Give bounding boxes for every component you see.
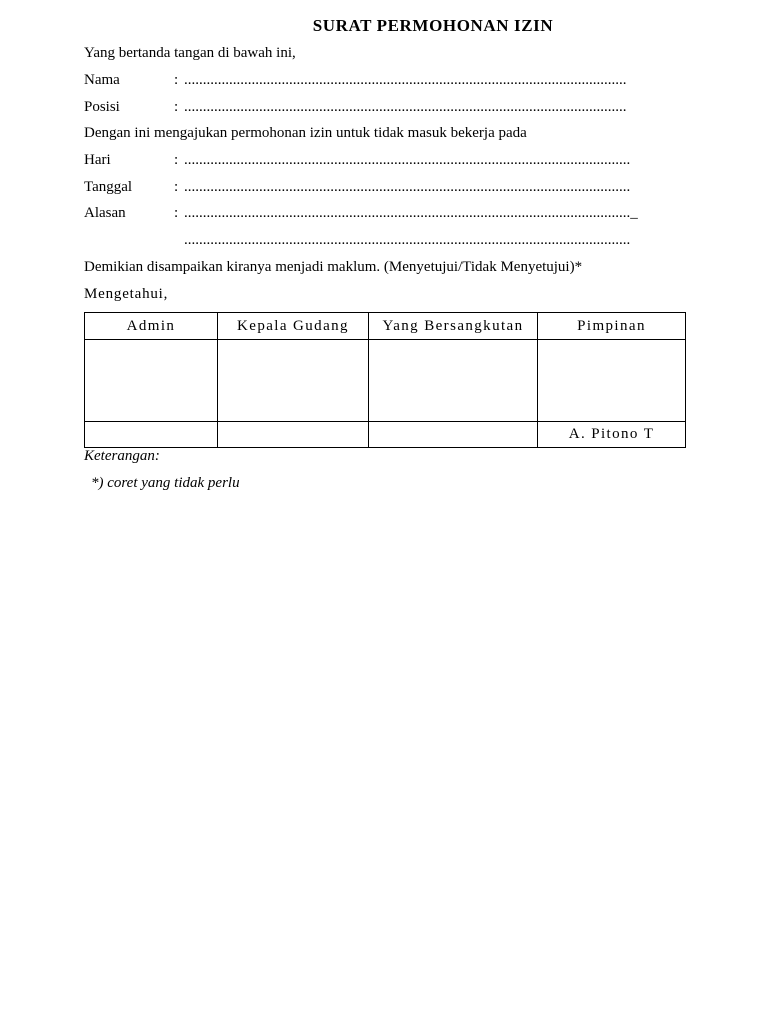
field-blank-alasan-continued[interactable]: ....................................................................................................................... <box>184 232 631 248</box>
field-label-tanggal: Tanggal <box>84 179 133 195</box>
signature-name-yang-bersangkutan[interactable] <box>369 422 538 448</box>
signature-header-yang-bersangkutan: Yang Bersangkutan <box>369 313 538 340</box>
signature-box-admin[interactable] <box>85 340 218 422</box>
field-label-hari: Hari <box>84 152 111 168</box>
field-blank-nama[interactable]: ...................................................................................................................... <box>184 72 627 88</box>
signature-box-pimpinan[interactable] <box>538 340 686 422</box>
signature-table <box>84 312 686 448</box>
signature-box-kepala-gudang[interactable] <box>218 340 369 422</box>
field-colon: : <box>174 99 179 115</box>
field-blank-hari[interactable]: ....................................................................................................................... <box>184 152 631 168</box>
document-title: SURAT PERMOHONAN IZIN <box>312 16 554 35</box>
field-label-posisi: Posisi <box>84 99 120 115</box>
field-blank-alasan[interactable]: ......................................................................................................................._ <box>184 205 638 221</box>
field-label-nama: Nama <box>84 72 120 88</box>
signature-name-kepala-gudang[interactable] <box>218 422 369 448</box>
closing-text: Demikian disampaikan kiranya menjadi maklum. (Menyetujui/Tidak Menyetujui)* <box>84 259 583 275</box>
signature-header-kepala-gudang: Kepala Gudang <box>218 313 369 340</box>
signature-box-yang-bersangkutan[interactable] <box>369 340 538 422</box>
field-blank-posisi[interactable]: ...................................................................................................................... <box>184 99 627 115</box>
field-blank-tanggal[interactable]: ....................................................................................................................... <box>184 179 631 195</box>
signature-header-admin: Admin <box>85 313 218 340</box>
signature-name-pimpinan: A. Pitono T <box>538 422 686 448</box>
field-label-alasan: Alasan <box>84 205 126 221</box>
signature-header-row <box>85 313 686 340</box>
field-colon: : <box>174 179 179 195</box>
signature-space-row <box>85 340 686 422</box>
notes-text: *) coret yang tidak perlu <box>91 475 240 491</box>
signature-header-pimpinan: Pimpinan <box>538 313 686 340</box>
notes-label: Keterangan: <box>84 448 160 464</box>
signature-name-row <box>85 422 686 448</box>
field-colon: : <box>174 72 179 88</box>
signature-name-admin[interactable] <box>85 422 218 448</box>
field-colon: : <box>174 152 179 168</box>
intro-text: Yang bertanda tangan di bawah ini, <box>84 45 296 61</box>
request-text: Dengan ini mengajukan permohonan izin untuk tidak masuk bekerja pada <box>84 125 527 141</box>
field-colon: : <box>174 205 179 221</box>
acknowledged-label: Mengetahui, <box>84 286 169 302</box>
